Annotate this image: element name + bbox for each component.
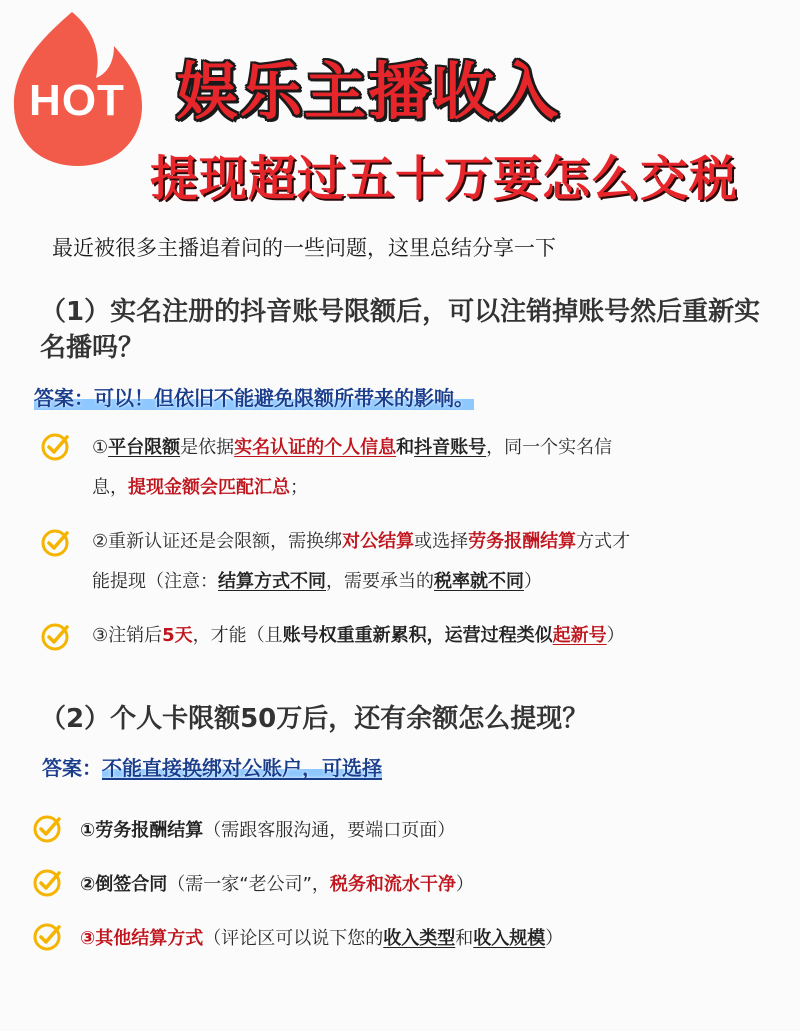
s2-item-2: [80, 870, 474, 896]
answer-2: [42, 752, 382, 781]
item-text: ①劳务报酬结算: [80, 820, 204, 841]
item-text: ；: [290, 477, 308, 498]
item-text: 结算方式不同: [218, 571, 326, 592]
item-text: ）: [545, 928, 564, 949]
item-text: 税务和流水干净: [329, 874, 456, 895]
item-text: 5天: [162, 625, 193, 646]
item-text: ③其他结算方式: [80, 928, 204, 949]
check-circle-icon: [40, 528, 70, 558]
item-text: 或选择: [414, 531, 469, 552]
item-text: ②倒签合同: [80, 874, 168, 895]
check-circle-icon: [40, 432, 70, 462]
check-circle-icon: [32, 814, 62, 844]
question-1: （1）实名注册的抖音账号限额后，可以注销掉账号然后重新实名播吗？: [40, 297, 761, 363]
s1-item-1: [92, 428, 772, 508]
item-text: ，需要承当的: [326, 571, 434, 592]
answer-2-text: 不能直接换绑对公账户，可选择: [102, 756, 382, 780]
item-text: 劳务报酬结算: [468, 531, 577, 552]
check-circle-icon: [32, 922, 62, 952]
item-text: （评论区可以说下您的: [203, 928, 384, 949]
item-text: 是依据: [180, 437, 235, 458]
item-text: 和: [396, 437, 415, 458]
item-text: （需一家“老公司”，: [167, 874, 330, 895]
answer-1-text: 答案：可以！但依旧不能避免限额所带来的影响。: [34, 386, 474, 410]
item-text: （需跟客服沟通，要端口页面）: [203, 820, 456, 841]
item-text: 实名认证的个人信息: [234, 437, 397, 458]
item-text: 税率就不同: [434, 571, 524, 592]
intro-text: 最近被很多主播追着问的一些问题，这里总结分享一下: [52, 236, 556, 260]
item-text: 对公结算: [342, 531, 415, 552]
hot-badge: [2, 8, 152, 168]
item-text: ，同一个实名信: [486, 437, 613, 458]
hot-label: HOT: [29, 76, 125, 125]
answer-2-prefix: 答案：: [42, 756, 102, 780]
question-2: （2）个人卡限额50万后，还有余额怎么提现？: [40, 704, 589, 734]
item-text: 方式才: [576, 531, 631, 552]
sub-title: 提现超过五十万要怎么交税: [150, 151, 739, 207]
item-text: 和: [455, 928, 474, 949]
s1-item-2: [92, 522, 772, 602]
check-circle-icon: [32, 868, 62, 898]
item-text: 平台限额: [108, 437, 181, 458]
item-text: 抖音账号: [414, 437, 487, 458]
s2-item-1: [80, 816, 455, 842]
item-text: 收入规模: [473, 928, 546, 949]
item-text: ）: [455, 874, 474, 895]
item-text: ③注销后: [92, 625, 163, 646]
item-text: 提现金额会匹配汇总: [128, 477, 290, 498]
main-title: 娱乐主播收入: [176, 55, 561, 128]
item-text: 能提现（注意：: [92, 571, 218, 592]
check-circle-icon: [40, 622, 70, 652]
item-text: ，才能（且: [192, 625, 283, 646]
item-text: ）: [606, 625, 625, 646]
answer-1: [34, 382, 474, 411]
item-text: ②重新认证还是会限额，需换绑: [92, 531, 343, 552]
s2-item-3: [80, 924, 563, 950]
item-text: ①: [92, 437, 109, 458]
item-text: 息，: [92, 477, 128, 498]
item-text: 起新号: [552, 625, 607, 646]
item-text: 账号权重重新累积，运营过程类似: [282, 625, 553, 646]
item-text: ）: [524, 571, 542, 592]
item-text: 收入类型: [383, 928, 456, 949]
s1-item-3: [92, 616, 782, 656]
